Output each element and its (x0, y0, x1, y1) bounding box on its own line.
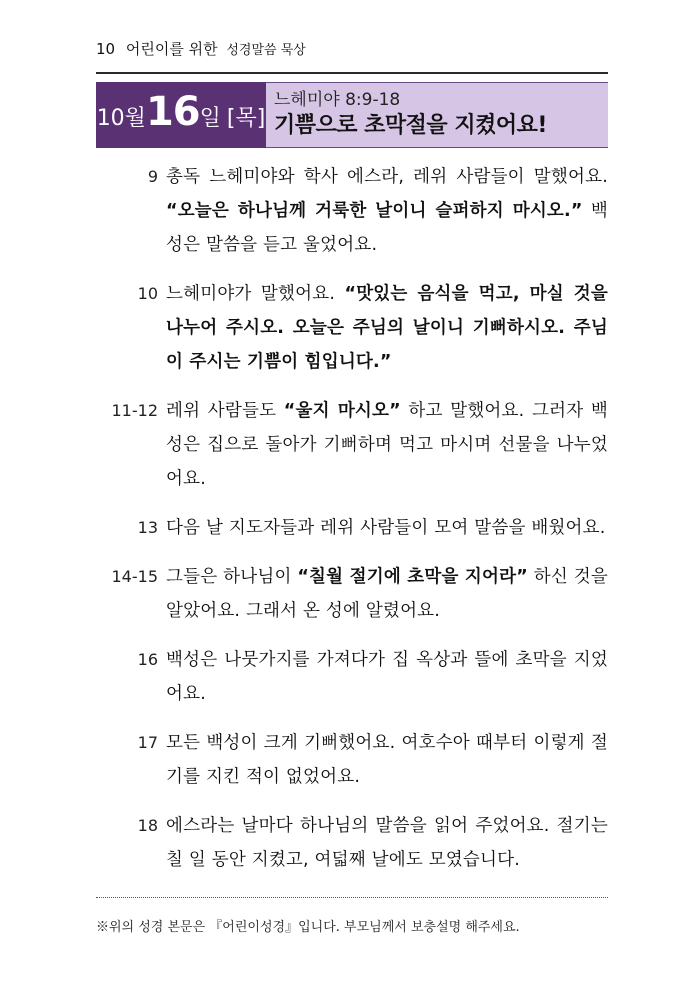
verse-text-part: 그들은 하나님이 (166, 567, 298, 587)
verse-number: 14-15 (111, 567, 158, 586)
verse-text-part: 총독 느헤미야와 학사 에스라, 레위 사람들이 말했어요. (166, 167, 608, 187)
verse-number: 9 (147, 167, 158, 186)
verse-text (166, 560, 608, 628)
verse-text (166, 511, 608, 545)
verse-list (96, 160, 608, 892)
verse-text (166, 809, 608, 877)
verse-item (96, 643, 608, 711)
verse-text (166, 394, 608, 496)
devotion-title: 기쁨으로 초막절을 지켰어요! (274, 113, 547, 138)
verse-item (96, 394, 608, 496)
verse-number: 16 (137, 650, 158, 669)
verse-text (166, 277, 608, 379)
running-head (96, 38, 306, 59)
book-title: 어린이를 위한 (125, 40, 218, 58)
book-subtitle: 성경말씀 묵상 (226, 43, 306, 58)
verse-quote: “울지 마시오” (283, 401, 401, 421)
title-box (266, 82, 608, 148)
date-day: 16 (145, 89, 200, 135)
header-divider (96, 72, 608, 74)
verse-quote: “오늘은 하나님께 거룩한 날이니 슬퍼하지 마시오.” (166, 201, 583, 221)
verse-text-part: 하신 것을 알았어요. 그래서 온 성에 알렸어요. (166, 567, 608, 621)
date-box (96, 82, 266, 148)
devotion-banner (96, 82, 608, 148)
footnote: ※위의 성경 본문은 『어린이성경』입니다. 부모님께서 보충설명 해주세요. (96, 920, 520, 935)
verse-number: 13 (137, 518, 158, 537)
verse-number: 18 (137, 816, 158, 835)
verse-item (96, 809, 608, 877)
verse-text-part: 느헤미야가 말했어요. (166, 284, 345, 304)
verse-text-part: 다음 날 지도자들과 레위 사람들이 모여 말씀을 배웠어요. (166, 518, 606, 538)
verse-number: 11-12 (111, 401, 158, 420)
verse-text-part: 에스라는 날마다 하나님의 말씀을 읽어 주었어요. 절기는 칠 일 동안 지켰고, 여덟째 날에도 모였습니다. (166, 816, 608, 870)
date-day-suffix: 일 (199, 106, 221, 131)
verse-text-part: 백성은 말씀을 듣고 울었어요. (166, 201, 608, 255)
date-month: 10월 (96, 106, 146, 131)
verse-text (166, 726, 608, 794)
verse-number: 17 (137, 733, 158, 752)
verse-number: 10 (137, 284, 158, 303)
footer-divider (96, 897, 608, 898)
verse-item (96, 511, 608, 545)
verse-item (96, 277, 608, 379)
verse-item (96, 160, 608, 262)
verse-text-part: 백성은 나뭇가지를 가져다가 집 옥상과 뜰에 초막을 지었어요. (166, 650, 608, 704)
verse-item (96, 726, 608, 794)
verse-text-part: 하고 말했어요. 그러자 백성은 집으로 돌아가 기뻐하며 먹고 마시며 선물을 나누었어요. (166, 401, 608, 489)
verse-text (166, 643, 608, 711)
date-weekday: [목] (226, 106, 266, 131)
verse-text-part: 레위 사람들도 (166, 401, 284, 421)
scripture-reference: 느헤미야 8:9-18 (274, 90, 401, 110)
page-number: 10 (96, 40, 116, 58)
verse-quote: “칠월 절기에 초막을 지어라” (297, 567, 528, 587)
verse-text-part: 모든 백성이 크게 기뻐했어요. 여호수아 때부터 이렇게 절기를 지킨 적이 없었어요. (166, 733, 608, 787)
verse-item (96, 560, 608, 628)
verse-quote: “맛있는 음식을 먹고, 마실 것을 나누어 주시오. 오늘은 주님의 날이니 기뻐하시오. 주님이 주시는 기쁨이 힘입니다.” (166, 284, 608, 372)
verse-text (166, 160, 608, 262)
